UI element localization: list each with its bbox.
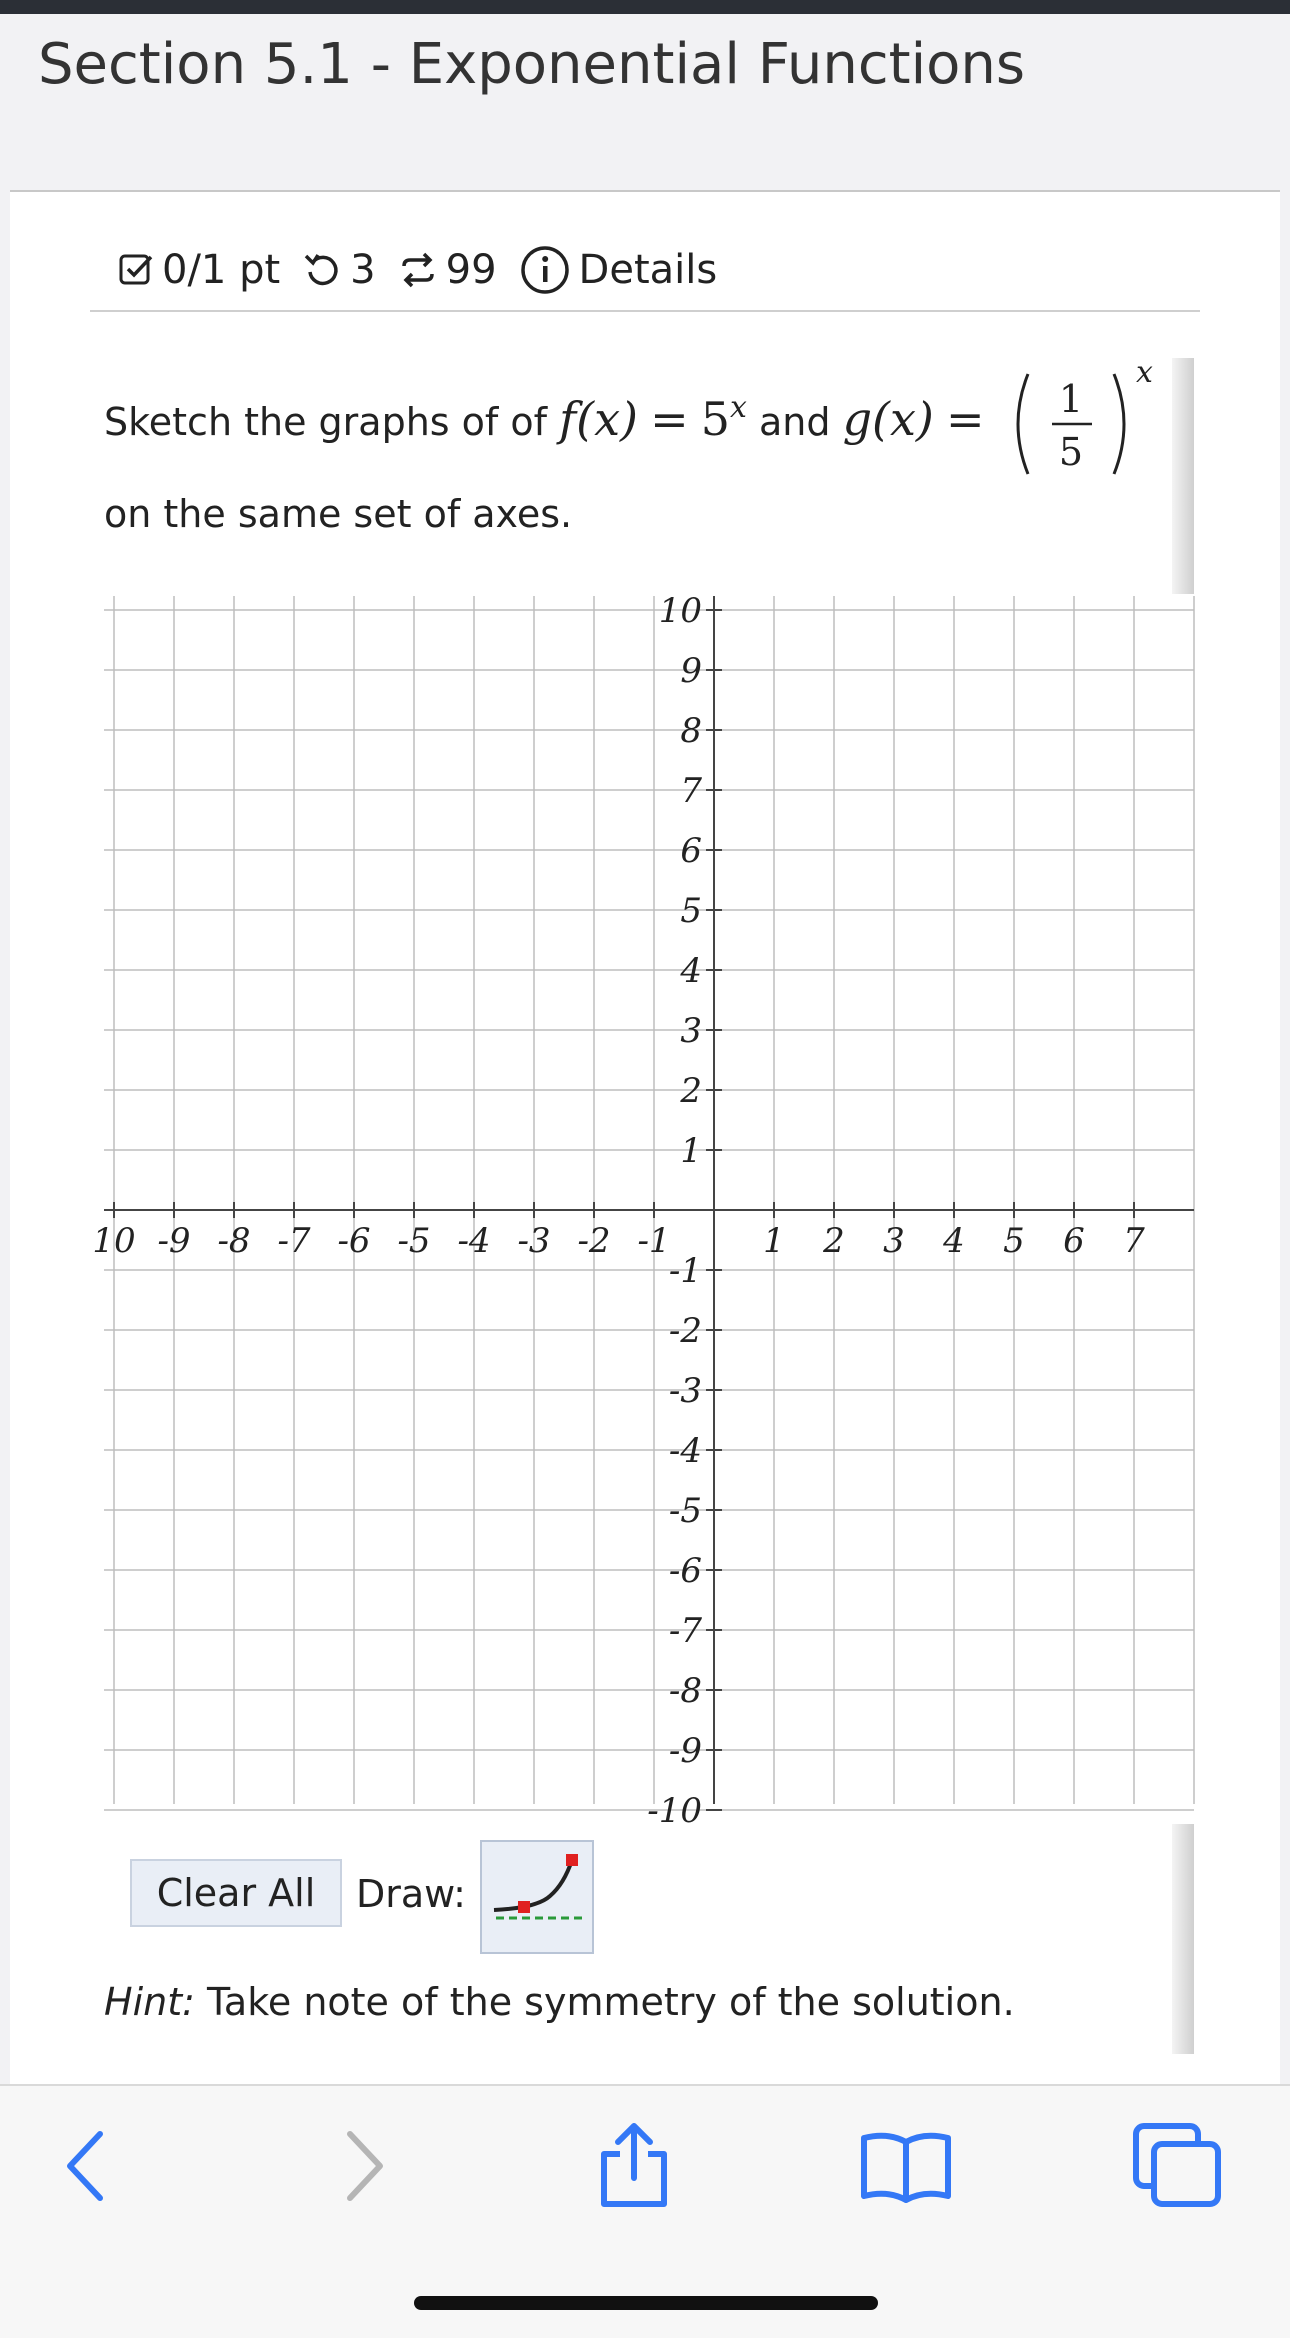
y-tick-label: -8	[668, 1671, 702, 1711]
hint-body: Take note of the symmetry of the solution.	[194, 1980, 1015, 2024]
y-tick-label: -10	[647, 1791, 702, 1831]
question-and: and	[759, 400, 831, 444]
back-icon[interactable]	[60, 2126, 110, 2206]
bookmarks-icon[interactable]	[858, 2130, 954, 2206]
submissions-count: 99	[445, 247, 497, 293]
y-tick-label: 10	[658, 591, 702, 631]
hint-label: Hint:	[104, 1980, 195, 2024]
status-row	[118, 240, 739, 300]
y-tick-label: -2	[668, 1311, 702, 1351]
y-tick-label: 5	[680, 891, 702, 931]
tabs-icon[interactable]	[1132, 2122, 1224, 2210]
hint-text	[104, 1980, 1015, 2024]
y-tick-label: -5	[668, 1491, 702, 1531]
retries-count: 3	[350, 247, 376, 293]
draw-label: Draw:	[356, 1872, 466, 1916]
x-tick-label: 2	[823, 1221, 845, 1261]
x-tick-label: 3	[883, 1221, 905, 1261]
x-tick-label: 1	[763, 1221, 785, 1261]
info-icon	[519, 244, 571, 296]
x-tick-label: 7	[1123, 1221, 1145, 1261]
exponential-curve-icon	[482, 1842, 592, 1952]
x-tick-label: -1	[637, 1221, 671, 1261]
y-tick-label: -4	[668, 1431, 702, 1471]
x-tick-label: -9	[157, 1221, 191, 1261]
exponential-tool-button[interactable]	[480, 1840, 594, 1954]
status-divider	[90, 310, 1200, 312]
y-tick-label: 6	[680, 831, 702, 871]
points-indicator	[118, 247, 280, 293]
top-bar	[0, 0, 1290, 14]
page-title: Section 5.1 - Exponential Functions	[38, 32, 1026, 97]
details-link[interactable]	[519, 244, 718, 296]
x-tick-label: 10	[92, 1221, 136, 1261]
retries-indicator	[302, 247, 375, 293]
y-tick-label: 3	[680, 1011, 702, 1051]
y-tick-label: 2	[680, 1071, 702, 1111]
y-tick-label: 8	[680, 711, 702, 751]
scroll-indicator-bottom	[1172, 1824, 1194, 2054]
g-denominator: 5	[1058, 430, 1084, 474]
question-line-2: on the same set of axes.	[104, 492, 573, 536]
y-tick-label: -7	[668, 1611, 702, 1651]
clear-all-button[interactable]: Clear All	[130, 1859, 342, 1927]
question-prefix: Sketch the graphs of of	[104, 400, 547, 444]
scroll-indicator-top	[1172, 358, 1194, 594]
y-tick-label: -1	[668, 1251, 702, 1291]
question-line-1	[104, 392, 985, 446]
x-tick-label: -6	[337, 1221, 371, 1261]
x-tick-label: -4	[457, 1221, 491, 1261]
x-tick-label: -8	[217, 1221, 251, 1261]
points-text: 0/1 pt	[162, 247, 281, 293]
g-numerator: 1	[1058, 377, 1084, 421]
g-name: g(x)	[842, 392, 934, 446]
g-exponent: x	[1136, 355, 1153, 390]
checkbox-icon	[118, 252, 154, 288]
f-equals: =	[650, 392, 689, 446]
g-equals: =	[945, 392, 985, 446]
details-label: Details	[578, 247, 718, 293]
y-tick-label: 7	[680, 771, 702, 811]
x-tick-label: 6	[1063, 1221, 1085, 1261]
y-tick-label: -6	[668, 1551, 702, 1591]
y-tick-label: -3	[668, 1371, 702, 1411]
y-tick-label: 1	[680, 1131, 702, 1171]
retry-icon	[302, 250, 342, 290]
x-tick-label: -3	[517, 1221, 551, 1261]
y-tick-label: 9	[680, 651, 702, 691]
home-indicator	[414, 2296, 878, 2310]
x-tick-label: -7	[277, 1221, 311, 1261]
f-exponent: x	[729, 390, 747, 425]
f-base: 5	[700, 392, 730, 446]
y-tick-label: -9	[668, 1731, 702, 1771]
x-tick-label: -5	[397, 1221, 431, 1261]
x-tick-label: 5	[1003, 1221, 1025, 1261]
x-tick-label: 4	[943, 1221, 965, 1261]
x-tick-label: -2	[577, 1221, 611, 1261]
submissions-indicator	[398, 247, 497, 293]
submissions-icon	[398, 250, 438, 290]
graph-canvas[interactable]	[92, 591, 1204, 1831]
f-name: f(x)	[559, 392, 638, 446]
share-icon[interactable]	[594, 2120, 674, 2210]
forward-icon[interactable]	[340, 2126, 390, 2206]
y-tick-label: 4	[680, 951, 702, 991]
